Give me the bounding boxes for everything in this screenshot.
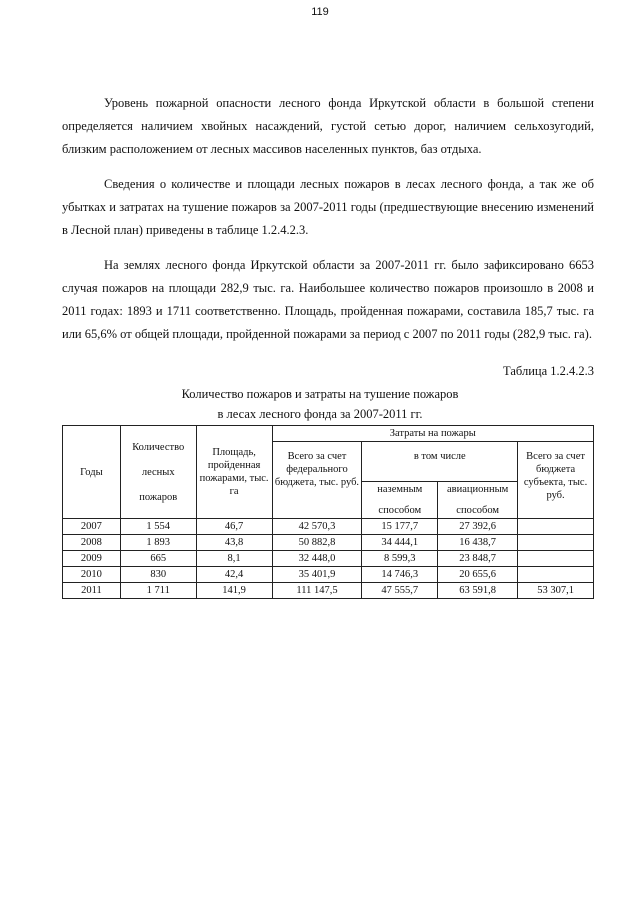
cell-subject: 53 307,1 bbox=[518, 583, 594, 599]
cell-year: 2009 bbox=[63, 551, 121, 567]
table-row bbox=[63, 567, 594, 583]
cell-area: 8,1 bbox=[196, 551, 272, 567]
cell-subject bbox=[518, 519, 594, 535]
header-ground-line1: наземным bbox=[377, 484, 423, 495]
table-title-line2: в лесах лесного фонда за 2007-2011 гг. bbox=[217, 407, 423, 421]
header-costs: Затраты на пожары bbox=[272, 426, 593, 442]
cell-area: 141,9 bbox=[196, 583, 272, 599]
cell-federal: 50 882,8 bbox=[272, 535, 362, 551]
header-count bbox=[120, 426, 196, 519]
table-row bbox=[63, 551, 594, 567]
cell-area: 43,8 bbox=[196, 535, 272, 551]
header-aviation-line1: авиационным bbox=[447, 484, 509, 495]
table-header-row bbox=[63, 426, 594, 442]
cell-ground: 15 177,7 bbox=[362, 519, 438, 535]
cell-subject bbox=[518, 551, 594, 567]
cell-subject bbox=[518, 567, 594, 583]
cell-count: 1 893 bbox=[120, 535, 196, 551]
header-count-line1: Количество bbox=[132, 441, 185, 453]
header-ground-line2: способом bbox=[378, 505, 422, 516]
paragraph-fire-danger: Уровень пожарной опасности лесного фонда Иркутской области в большой степени определяется наличием хвойных насаждений, густой сетью дорог, наличием сельхозугодий, близким расположением от лесных массивов населенных пунктов, баз отдыха. bbox=[62, 96, 594, 156]
cell-subject bbox=[518, 535, 594, 551]
header-aviation bbox=[438, 482, 518, 519]
cell-aviation: 20 655,6 bbox=[438, 567, 518, 583]
cell-ground: 8 599,3 bbox=[362, 551, 438, 567]
header-including: в том числе bbox=[362, 442, 518, 482]
cell-year: 2008 bbox=[63, 535, 121, 551]
cell-aviation: 23 848,7 bbox=[438, 551, 518, 567]
cell-count: 1 554 bbox=[120, 519, 196, 535]
body-text bbox=[62, 92, 594, 358]
cell-year: 2011 bbox=[63, 583, 121, 599]
cell-count: 1 711 bbox=[120, 583, 196, 599]
cell-ground: 34 444,1 bbox=[362, 535, 438, 551]
cell-aviation: 63 591,8 bbox=[438, 583, 518, 599]
page-number: 119 bbox=[311, 6, 329, 18]
cell-federal: 111 147,5 bbox=[272, 583, 362, 599]
header-area: Площадь, пройденная пожарами, тыс. га bbox=[196, 426, 272, 519]
cell-ground: 47 555,7 bbox=[362, 583, 438, 599]
header-years: Годы bbox=[63, 426, 121, 519]
cell-federal: 32 448,0 bbox=[272, 551, 362, 567]
cell-aviation: 27 392,6 bbox=[438, 519, 518, 535]
cell-year: 2007 bbox=[63, 519, 121, 535]
header-ground bbox=[362, 482, 438, 519]
cell-area: 42,4 bbox=[196, 567, 272, 583]
cell-federal: 35 401,9 bbox=[272, 567, 362, 583]
header-subject: Всего за счет бюджета субъекта, тыс. руб. bbox=[518, 442, 594, 519]
cell-area: 46,7 bbox=[196, 519, 272, 535]
cell-count: 830 bbox=[120, 567, 196, 583]
table-row bbox=[63, 519, 594, 535]
header-count-line2: лесных bbox=[141, 466, 175, 478]
cell-year: 2010 bbox=[63, 567, 121, 583]
paragraph-fire-info: Сведения о количестве и площади лесных пожаров в лесах лесного фонда, а так же об убытках и затратах на тушение пожаров за 2007-2011 годы (предшествующие внесению изменений в Лесной план) приведены в таблице 1.2.4.2.3. bbox=[62, 177, 594, 237]
table-row bbox=[63, 583, 594, 599]
fires-table bbox=[62, 425, 594, 599]
header-aviation-line2: способом bbox=[456, 505, 500, 516]
cell-ground: 14 746,3 bbox=[362, 567, 438, 583]
paragraph-fire-stats: На землях лесного фонда Иркутской области за 2007-2011 гг. было зафиксировано 6653 случая пожаров на площади 282,9 тыс. га. Наибольшее количество пожаров произошло в 2008 и 2011 годах: 1893 и 1711 соответственно. Площадь, пройденная пожарами, составила 185,7 тыс. га или 65,6% от общей площади, пройденной пожарами за период с 2007 по 2011 годы (282,9 тыс. га). bbox=[62, 258, 594, 341]
table-label: Таблица 1.2.4.2.3 bbox=[503, 364, 594, 378]
table-title-line1: Количество пожаров и затраты на тушение пожаров bbox=[181, 387, 459, 401]
header-federal: Всего за счет федерального бюджета, тыс. руб. bbox=[272, 442, 362, 519]
table-row bbox=[63, 535, 594, 551]
cell-federal: 42 570,3 bbox=[272, 519, 362, 535]
cell-aviation: 16 438,7 bbox=[438, 535, 518, 551]
cell-count: 665 bbox=[120, 551, 196, 567]
header-count-line3: пожаров bbox=[139, 491, 178, 503]
